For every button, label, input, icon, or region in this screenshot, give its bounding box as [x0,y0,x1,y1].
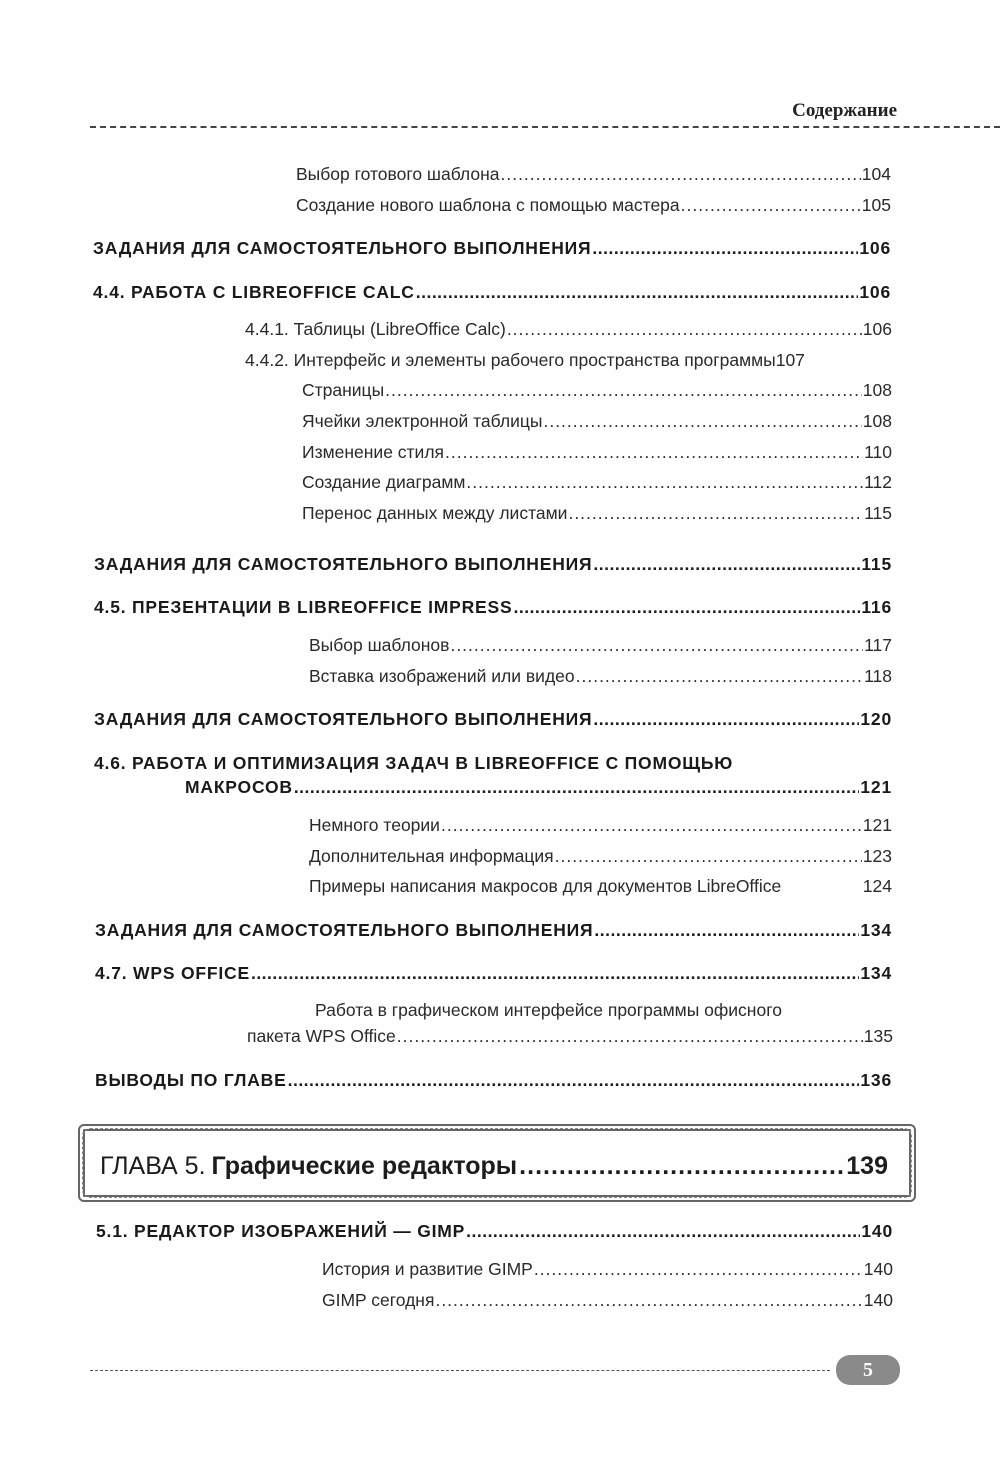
toc-entry-label: Вставка изображений или видео [309,666,575,686]
toc-leader [251,963,859,984]
toc-entry-label-line2: пакета WPS Office [247,1026,396,1046]
toc-leader [519,1152,844,1181]
toc-entry[interactable] [309,666,892,687]
toc-section-page: 115 [861,554,892,574]
toc-entry[interactable] [309,635,892,656]
toc-leader [435,1290,862,1311]
toc-section[interactable] [93,238,891,259]
toc-entry[interactable] [302,503,892,524]
toc-section-page: 120 [860,709,892,729]
toc-entry-label: История и развитие GIMP [322,1259,533,1279]
toc-entry-label: 4.4.1. Таблицы (LibreOffice Calc) [245,319,506,339]
chapter-page: 139 [846,1152,888,1180]
toc-entry-label-line1[interactable]: Работа в графическом интерфейсе программы офисного [315,1000,782,1020]
page-header-title: Содержание [792,100,897,121]
toc-leader [507,319,862,340]
toc-section-page: 106 [859,282,891,302]
toc-entry-page: 108 [862,380,892,400]
toc-section-label-line2: МАКРОСОВ [185,777,293,797]
toc-entry-page: 112 [864,472,892,492]
toc-entry-label: GIMP сегодня [322,1290,435,1310]
toc-entry-label: Выбор готового шаблона [296,164,500,184]
toc-section[interactable] [95,963,892,984]
toc-entry[interactable] [309,876,892,897]
header-divider [90,126,1000,128]
toc-entry[interactable] [247,1026,893,1047]
toc-section-page: 106 [859,238,891,258]
toc-section[interactable] [95,920,892,941]
toc-section-label: ЗАДАНИЯ ДЛЯ САМОСТОЯТЕЛЬНОГО ВЫПОЛНЕНИЯ [94,554,593,574]
toc-entry-label: 4.4.2. Интерфейс и элементы рабочего пространства программы [245,350,776,370]
toc-entry-page: 110 [864,442,892,462]
toc-leader [397,1026,863,1047]
toc-leader [593,709,859,730]
toc-section-page: 121 [860,777,892,797]
toc-leader [593,554,860,575]
toc-entry-label: Ячейки электронной таблицы [302,411,543,431]
toc-entry-label: Выбор шаблонов [309,635,450,655]
toc-entry-page: 135 [863,1026,893,1046]
toc-entry-label: Немного теории [309,815,440,835]
toc-section-label: ЗАДАНИЯ ДЛЯ САМОСТОЯТЕЛЬНОГО ВЫПОЛНЕНИЯ [93,238,592,258]
toc-section-label: ВЫВОДЫ ПО ГЛАВЕ [95,1070,287,1090]
toc-entry-page: 107 [775,350,805,370]
chapter-prefix: ГЛАВА 5. [100,1152,206,1180]
toc-section[interactable] [94,597,892,618]
toc-entry[interactable] [302,380,892,401]
toc-leader [466,472,863,493]
toc-leader [592,238,858,259]
toc-leader [543,411,861,432]
toc-section-label: ЗАДАНИЯ ДЛЯ САМОСТОЯТЕЛЬНОГО ВЫПОЛНЕНИЯ [95,920,594,940]
toc-entry-label: Дополнительная информация [309,846,554,866]
toc-entry-page: 108 [862,411,892,431]
toc-entry[interactable] [322,1290,893,1311]
toc-entry[interactable] [302,472,892,493]
toc-entry-page: 121 [862,815,892,835]
toc-section-label: ЗАДАНИЯ ДЛЯ САМОСТОЯТЕЛЬНОГО ВЫПОЛНЕНИЯ [94,709,593,729]
toc-entry-page: 117 [864,635,892,655]
toc-section[interactable] [94,554,892,575]
chapter-title: Графические редакторы [211,1152,518,1180]
toc-section-page: 136 [860,1070,892,1090]
toc-section[interactable] [185,777,892,798]
toc-entry-label: Создание нового шаблона с помощью мастера [296,195,680,215]
toc-leader [385,380,862,401]
page-number-badge: 5 [836,1355,900,1385]
toc-entry-page: 123 [862,846,892,866]
toc-entry[interactable] [245,350,892,371]
toc-leader [450,635,863,656]
toc-section[interactable] [94,709,892,730]
toc-entry[interactable] [322,1259,893,1280]
toc-leader [441,815,862,836]
toc-entry[interactable] [309,846,892,867]
toc-entry-page: 115 [864,503,892,523]
toc-section[interactable] [96,1221,893,1242]
toc-leader [576,666,863,687]
toc-section-page: 140 [861,1221,893,1241]
toc-leader [500,164,860,185]
toc-entry-label: Примеры написания макросов для документов LibreOffice [309,876,782,896]
toc-entry[interactable] [245,319,892,340]
toc-leader [513,597,860,618]
toc-entry[interactable] [302,411,892,432]
toc-leader [288,1070,860,1091]
toc-leader [534,1259,863,1280]
toc-entry[interactable] [302,442,892,463]
toc-entry-label: Перенос данных между листами [302,503,568,523]
toc-entry-page: 118 [864,666,892,686]
toc-leader [555,846,862,867]
toc-entry-page: 106 [862,319,892,339]
toc-entry-page: 140 [863,1290,893,1310]
toc-section-page: 134 [860,920,892,940]
toc-section-label: 4.5. ПРЕЗЕНТАЦИИ В LIBREOFFICE IMPRESS [94,597,513,617]
toc-entry-page: 124 [862,876,892,896]
toc-entry[interactable] [309,815,892,836]
toc-leader [568,503,863,524]
toc-section-page: 134 [860,963,892,983]
toc-section[interactable] [93,282,891,303]
toc-section-label-line1[interactable]: 4.6. РАБОТА И ОПТИМИЗАЦИЯ ЗАДАЧ В LIBREOFFICE С ПОМОЩЬЮ [94,753,734,773]
toc-section-label: 5.1. РЕДАКТОР ИЗОБРАЖЕНИЙ — GIMP [96,1221,466,1241]
footer-divider [90,1370,830,1371]
toc-entry-label: Страницы [302,380,385,400]
toc-section-label: 4.4. РАБОТА С LIBREOFFICE CALC [93,282,415,302]
toc-section[interactable] [95,1070,892,1091]
toc-leader [445,442,863,463]
toc-entry-label: Изменение стиля [302,442,445,462]
chapter-heading[interactable] [100,1152,888,1181]
toc-entry-label: Создание диаграмм [302,472,466,492]
toc-leader [681,195,861,216]
toc-entry[interactable] [296,195,891,216]
toc-section-label: 4.7. WPS OFFICE [95,963,250,983]
toc-entry-page: 105 [861,195,891,215]
toc-entry-page: 140 [863,1259,893,1279]
toc-leader [466,1221,860,1242]
toc-entry-page: 104 [861,164,891,184]
toc-leader [594,920,859,941]
toc-entry[interactable] [296,164,891,185]
toc-leader [416,282,859,303]
toc-leader [294,777,860,798]
toc-section-page: 116 [861,597,892,617]
